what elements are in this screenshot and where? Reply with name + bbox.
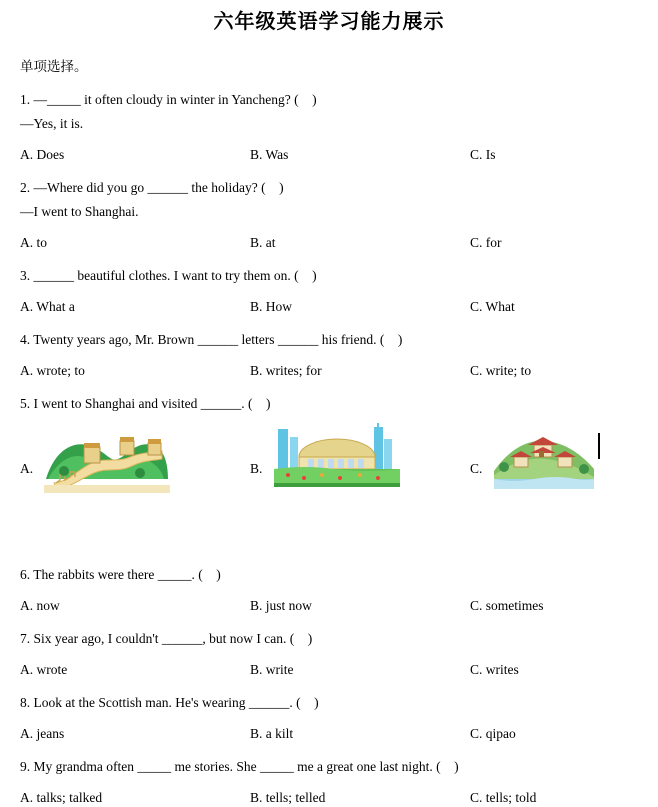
shanghai-museum-illustration	[274, 423, 400, 498]
question-options	[20, 660, 640, 679]
question-stem: 9. My grandma often _____ me stories. She _____ me a great one last night. ( )	[20, 759, 459, 774]
question-stem-line2: —I went to Shanghai.	[20, 204, 139, 219]
section-label: 单项选择。	[20, 59, 88, 74]
question-image-options	[20, 423, 640, 535]
question-options	[20, 724, 640, 743]
question-stem: 3. ______ beautiful clothes. I want to try them on. ( )	[20, 268, 317, 283]
option-a[interactable]: A. now	[20, 598, 60, 613]
option-c[interactable]: C. sometimes	[470, 598, 544, 613]
option-a[interactable]: A. jeans	[20, 726, 65, 741]
option-a[interactable]: A. talks; talked	[20, 790, 103, 805]
page-title: 六年级英语学习能力展示	[213, 11, 445, 33]
summer-palace-illustration	[494, 423, 594, 498]
question-options	[20, 233, 640, 252]
question-options	[20, 788, 640, 807]
option-a-label: A.	[20, 461, 34, 476]
option-b-label: B.	[250, 461, 263, 476]
great-wall-illustration	[44, 423, 170, 498]
option-c[interactable]: C. tells; told	[470, 790, 537, 805]
option-b[interactable]: B. writes; for	[250, 363, 322, 378]
option-c-label: C.	[470, 461, 483, 476]
option-b[interactable]: B. at	[250, 235, 276, 250]
option-c[interactable]: C. Is	[470, 147, 496, 162]
question-stem: 1. —_____ it often cloudy in winter in Yancheng? ( )	[20, 92, 317, 107]
question-stem: 8. Look at the Scottish man. He's wearing ______. ( )	[20, 695, 319, 710]
question-stem-line2: —Yes, it is.	[20, 116, 84, 131]
question-options	[20, 596, 640, 615]
question-options	[20, 297, 640, 316]
question-stem: 7. Six year ago, I couldn't ______, but now I can. ( )	[20, 631, 313, 646]
question-stem: 5. I went to Shanghai and visited ______. ( )	[20, 396, 271, 411]
option-a[interactable]: A. wrote	[20, 662, 68, 677]
option-b[interactable]: B. a kilt	[250, 726, 294, 741]
text-cursor	[598, 433, 600, 459]
question-stem: 6. The rabbits were there _____. ( )	[20, 567, 221, 582]
question-stem: 4. Twenty years ago, Mr. Brown ______ letters ______ his friend. ( )	[20, 332, 403, 347]
option-b[interactable]: B. Was	[250, 147, 289, 162]
option-a[interactable]: A. to	[20, 235, 47, 250]
option-a[interactable]: A. Does	[20, 147, 65, 162]
option-c[interactable]: C. for	[470, 235, 502, 250]
option-c[interactable]: C. writes	[470, 662, 519, 677]
option-a[interactable]: A. wrote; to	[20, 363, 85, 378]
option-b[interactable]: B. just now	[250, 598, 312, 613]
question-options	[20, 361, 640, 380]
option-b[interactable]: B. write	[250, 662, 294, 677]
document-page	[0, 8, 658, 805]
option-c[interactable]: C. qipao	[470, 726, 516, 741]
option-b[interactable]: B. How	[250, 299, 293, 314]
question-stem: 2. —Where did you go ______ the holiday? ( )	[20, 180, 284, 195]
question-options	[20, 145, 640, 164]
option-b[interactable]: B. tells; telled	[250, 790, 326, 805]
option-c[interactable]: C. write; to	[470, 363, 532, 378]
option-a[interactable]: A. What a	[20, 299, 75, 314]
option-c[interactable]: C. What	[470, 299, 515, 314]
